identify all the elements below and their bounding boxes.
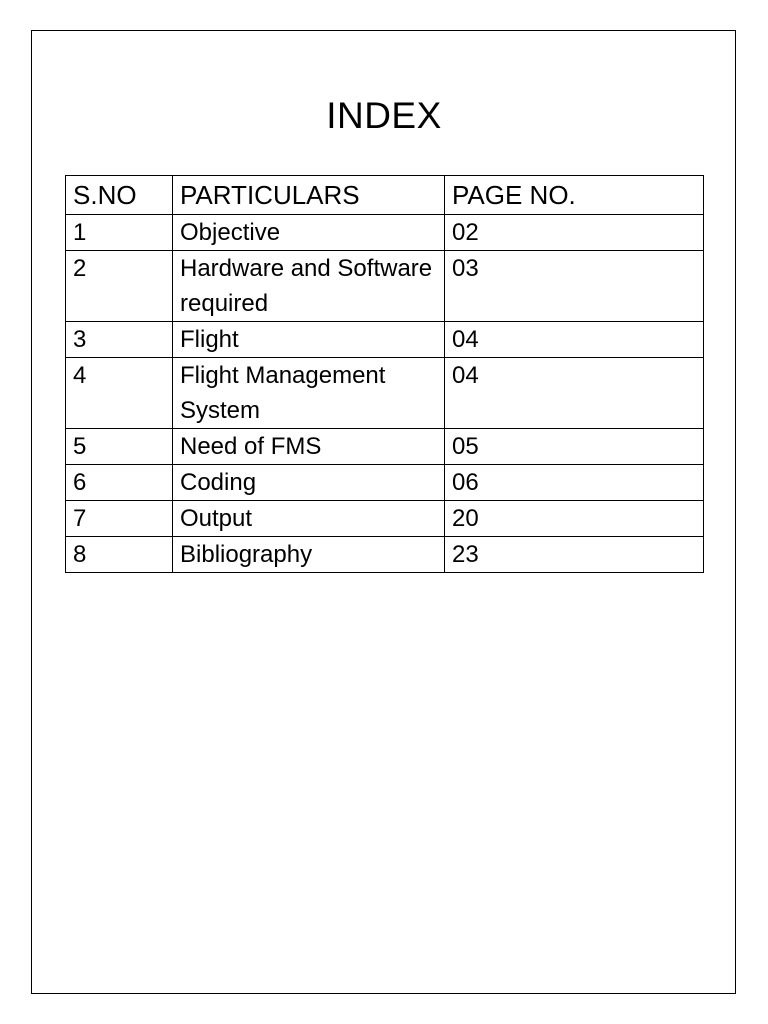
- table-header-row: [66, 176, 704, 215]
- cell-page: 06: [445, 465, 704, 501]
- cell-sno: 2: [66, 251, 173, 322]
- cell-sno: 6: [66, 465, 173, 501]
- cell-page: 04: [445, 358, 704, 429]
- cell-particulars: Objective: [173, 215, 445, 251]
- table-row: [66, 251, 704, 322]
- cell-particulars: Hardware and Software required: [173, 251, 445, 322]
- table-row: [66, 465, 704, 501]
- cell-particulars: Need of FMS: [173, 429, 445, 465]
- header-particulars: PARTICULARS: [173, 176, 445, 215]
- table-row: [66, 501, 704, 537]
- header-sno: S.NO: [66, 176, 173, 215]
- cell-sno: 7: [66, 501, 173, 537]
- cell-particulars: Coding: [173, 465, 445, 501]
- cell-page: 02: [445, 215, 704, 251]
- cell-page: 23: [445, 537, 704, 573]
- cell-sno: 4: [66, 358, 173, 429]
- cell-page: 04: [445, 322, 704, 358]
- cell-particulars: Bibliography: [173, 537, 445, 573]
- cell-particulars: Output: [173, 501, 445, 537]
- cell-sno: 5: [66, 429, 173, 465]
- cell-sno: 3: [66, 322, 173, 358]
- cell-page: 05: [445, 429, 704, 465]
- page-title: INDEX: [326, 95, 442, 136]
- cell-page: 03: [445, 251, 704, 322]
- table-row: [66, 429, 704, 465]
- table-row: [66, 322, 704, 358]
- table-row: [66, 358, 704, 429]
- cell-particulars: Flight Management System: [173, 358, 445, 429]
- cell-sno: 1: [66, 215, 173, 251]
- cell-particulars: Flight: [173, 322, 445, 358]
- table-row: [66, 537, 704, 573]
- header-page-no: PAGE NO.: [445, 176, 704, 215]
- cell-page: 20: [445, 501, 704, 537]
- table-row: [66, 215, 704, 251]
- index-table: [65, 175, 704, 573]
- cell-sno: 8: [66, 537, 173, 573]
